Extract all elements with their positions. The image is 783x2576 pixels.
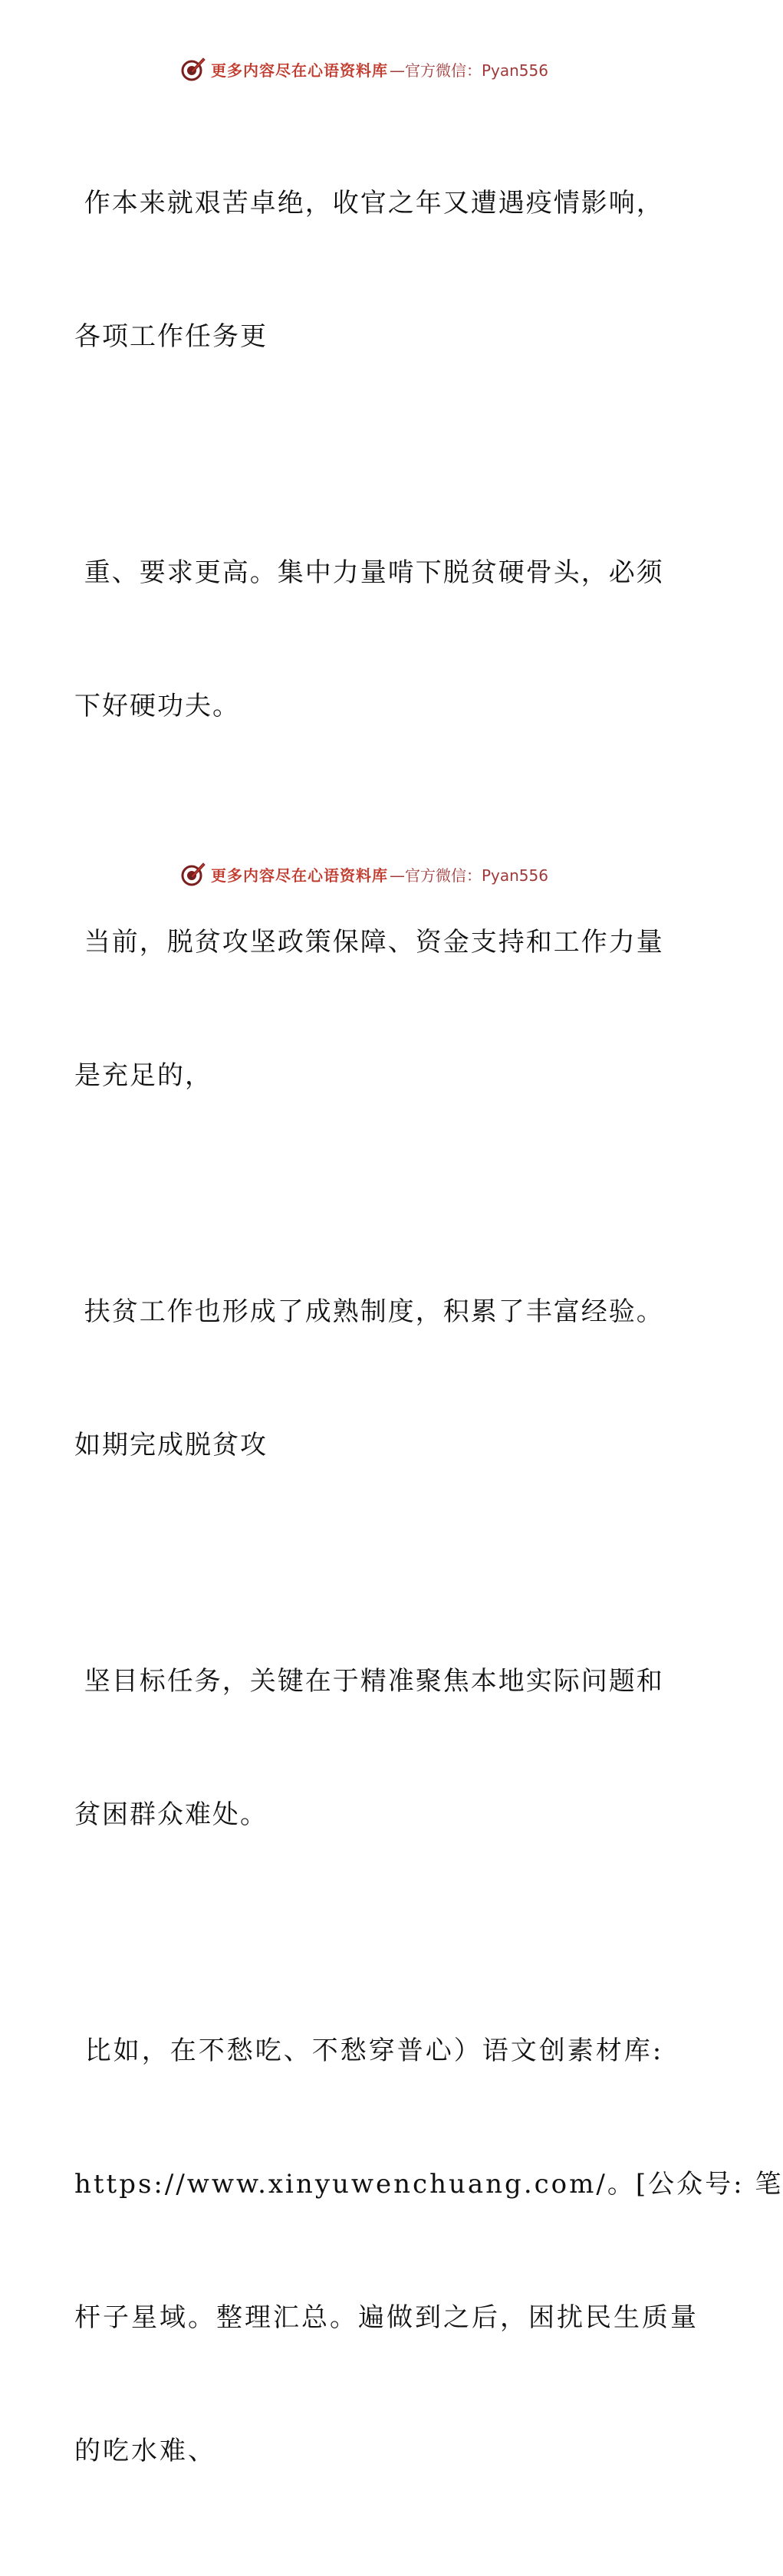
paragraph bbox=[74, 1570, 664, 1926]
paragraph-line: 的吃水难、 bbox=[74, 2436, 216, 2466]
paragraph-line: 重、要求更高。集中力量啃下脱贫硬骨头，必须 bbox=[74, 557, 664, 588]
paragraph-line: 如期完成脱贫攻 bbox=[74, 1430, 268, 1460]
quill-pen-circle-logo-icon bbox=[180, 861, 206, 887]
paragraph-line: 扶贫工作也形成了成熟制度，积累了丰富经验。 bbox=[74, 1296, 664, 1327]
header-banner-main-text: 更多内容尽在心语资料库 bbox=[210, 61, 388, 80]
footer-banner-main-text: 更多内容尽在心语资料库 bbox=[210, 866, 388, 885]
paragraph-line: 当前，脱贫攻坚政策保障、资金支持和工作力量 bbox=[74, 927, 664, 958]
header-banner-wechat-text: —官方微信：Pyan556 bbox=[389, 61, 548, 80]
document-body bbox=[74, 92, 783, 2576]
footer-banner bbox=[0, 859, 729, 889]
paragraph-line: 是充足的， bbox=[74, 1060, 212, 1091]
footer-banner-wechat-text: —官方微信：Pyan556 bbox=[389, 866, 548, 885]
paragraph-line: 坚目标任务，关键在于精准聚焦本地实际问题和 bbox=[74, 1666, 664, 1697]
paragraph bbox=[74, 1201, 664, 1556]
paragraph-line: 作本来就艰苦卓绝，收官之年又遭遇疫情影响， bbox=[74, 188, 664, 219]
paragraph-line: 贫困群众难处。 bbox=[74, 1799, 268, 1830]
paragraph bbox=[74, 92, 664, 448]
quill-pen-circle-logo-icon bbox=[180, 56, 206, 82]
paragraph bbox=[74, 462, 664, 817]
header-banner bbox=[0, 54, 729, 84]
paragraph bbox=[74, 1940, 783, 2562]
paragraph-line: 比如，在不愁吃、不愁穿普心）语文创素材库: bbox=[74, 2036, 664, 2066]
paragraph-line: 各项工作任务更 bbox=[74, 321, 268, 352]
paragraph-line: 下好硬功夫。 bbox=[74, 691, 240, 721]
paragraph-line: 杆子星域。整理汇总。遍做到之后，困扰民生质量 bbox=[74, 2302, 699, 2333]
paragraph-line-url: https://www.xinyuwenchuang.com/。[公众号: 笔 bbox=[74, 2169, 783, 2200]
